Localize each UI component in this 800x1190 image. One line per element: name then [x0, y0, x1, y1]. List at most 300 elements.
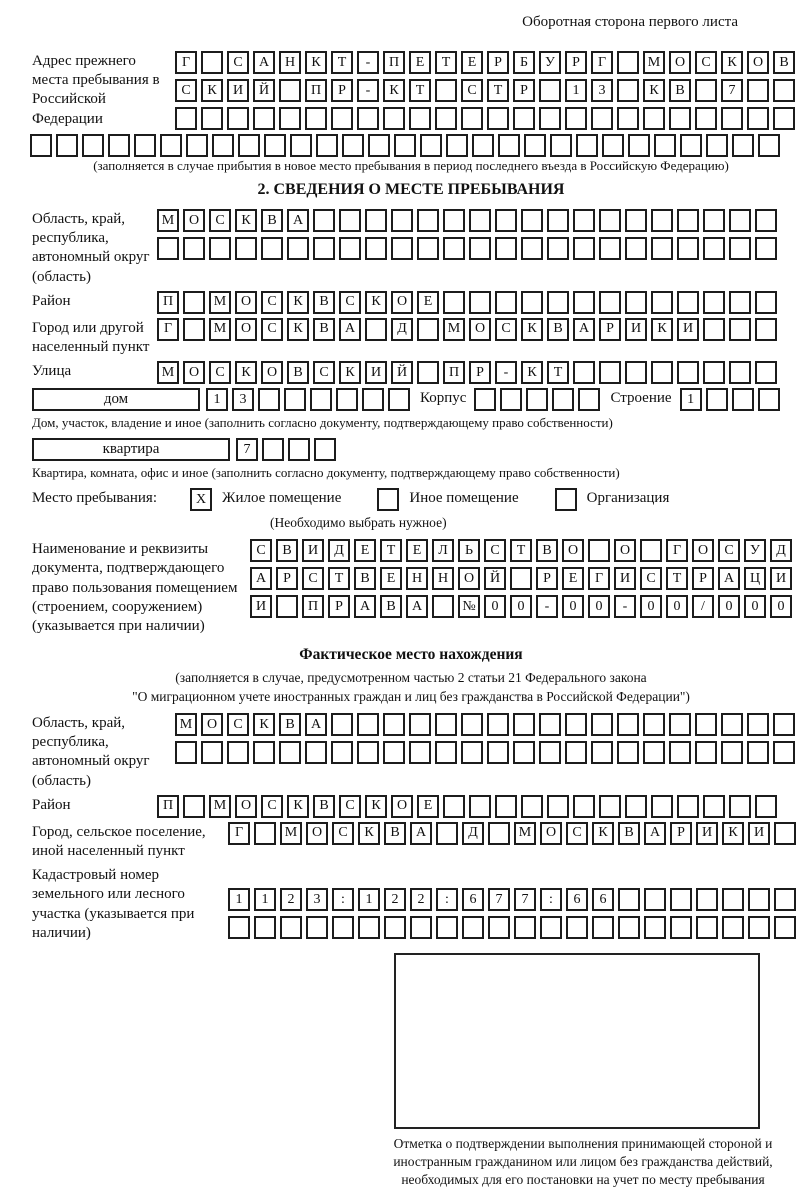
char-cell[interactable]: К: [287, 291, 309, 314]
char-cell[interactable]: [677, 291, 699, 314]
char-cell[interactable]: [186, 134, 208, 157]
char-cell[interactable]: С: [332, 822, 354, 845]
char-cell[interactable]: 2: [410, 888, 432, 911]
char-cell[interactable]: [696, 888, 718, 911]
char-cell[interactable]: А: [250, 567, 272, 590]
char-cell[interactable]: Е: [461, 51, 483, 74]
char-cell[interactable]: [258, 388, 280, 411]
char-cell[interactable]: М: [443, 318, 465, 341]
char-cell[interactable]: Р: [487, 51, 509, 74]
char-cell[interactable]: [651, 291, 673, 314]
char-cell[interactable]: [435, 79, 457, 102]
char-cell[interactable]: [703, 361, 725, 384]
char-cell[interactable]: В: [287, 361, 309, 384]
char-cell[interactable]: Е: [406, 539, 428, 562]
char-cell[interactable]: В: [773, 51, 795, 74]
char-cell[interactable]: [591, 107, 613, 130]
char-cell[interactable]: [331, 107, 353, 130]
char-cell[interactable]: [599, 209, 621, 232]
char-cell[interactable]: Д: [462, 822, 484, 845]
char-cell[interactable]: 0: [562, 595, 584, 618]
char-cell[interactable]: [625, 237, 647, 260]
char-cell[interactable]: [288, 438, 310, 461]
char-cell[interactable]: [573, 361, 595, 384]
char-cell[interactable]: [474, 388, 496, 411]
char-cell[interactable]: Р: [469, 361, 491, 384]
char-cell[interactable]: [310, 388, 332, 411]
char-cell[interactable]: К: [365, 795, 387, 818]
char-cell[interactable]: К: [339, 361, 361, 384]
char-cell[interactable]: П: [383, 51, 405, 74]
char-cell[interactable]: О: [458, 567, 480, 590]
char-cell[interactable]: [651, 795, 673, 818]
char-cell[interactable]: [279, 107, 301, 130]
char-cell[interactable]: [703, 318, 725, 341]
char-cell[interactable]: А: [406, 595, 428, 618]
checkbox-inoe[interactable]: [377, 488, 399, 511]
char-cell[interactable]: [706, 388, 728, 411]
char-cell[interactable]: Г: [666, 539, 688, 562]
char-cell[interactable]: М: [643, 51, 665, 74]
char-cell[interactable]: [540, 916, 562, 939]
char-cell[interactable]: К: [592, 822, 614, 845]
char-cell[interactable]: [417, 237, 439, 260]
char-cell[interactable]: [183, 291, 205, 314]
char-cell[interactable]: [695, 713, 717, 736]
char-cell[interactable]: И: [696, 822, 718, 845]
char-cell[interactable]: [417, 361, 439, 384]
char-cell[interactable]: [339, 209, 361, 232]
char-cell[interactable]: С: [227, 713, 249, 736]
char-cell[interactable]: [599, 291, 621, 314]
char-cell[interactable]: Л: [432, 539, 454, 562]
char-cell[interactable]: [748, 916, 770, 939]
char-cell[interactable]: [383, 107, 405, 130]
char-cell[interactable]: 1: [565, 79, 587, 102]
char-cell[interactable]: [576, 134, 598, 157]
char-cell[interactable]: К: [358, 822, 380, 845]
char-cell[interactable]: [134, 134, 156, 157]
char-cell[interactable]: [500, 388, 522, 411]
char-cell[interactable]: [706, 134, 728, 157]
char-cell[interactable]: Е: [409, 51, 431, 74]
char-cell[interactable]: [747, 741, 769, 764]
char-cell[interactable]: [774, 822, 796, 845]
char-cell[interactable]: [410, 916, 432, 939]
char-cell[interactable]: [773, 79, 795, 102]
char-cell[interactable]: [617, 79, 639, 102]
char-cell[interactable]: С: [209, 361, 231, 384]
char-cell[interactable]: М: [157, 209, 179, 232]
char-cell[interactable]: 6: [592, 888, 614, 911]
char-cell[interactable]: :: [540, 888, 562, 911]
char-cell[interactable]: И: [250, 595, 272, 618]
char-cell[interactable]: У: [539, 51, 561, 74]
char-cell[interactable]: 3: [591, 79, 613, 102]
char-cell[interactable]: М: [209, 318, 231, 341]
char-cell[interactable]: [550, 134, 572, 157]
char-cell[interactable]: В: [536, 539, 558, 562]
char-cell[interactable]: [755, 237, 777, 260]
char-cell[interactable]: М: [280, 822, 302, 845]
char-cell[interactable]: Д: [391, 318, 413, 341]
char-cell[interactable]: Р: [331, 79, 353, 102]
char-cell[interactable]: [443, 291, 465, 314]
char-cell[interactable]: [383, 741, 405, 764]
char-cell[interactable]: [513, 741, 535, 764]
char-cell[interactable]: С: [175, 79, 197, 102]
char-cell[interactable]: 7: [721, 79, 743, 102]
char-cell[interactable]: [432, 595, 454, 618]
char-cell[interactable]: [264, 134, 286, 157]
char-cell[interactable]: С: [461, 79, 483, 102]
char-cell[interactable]: [56, 134, 78, 157]
char-cell[interactable]: [677, 361, 699, 384]
char-cell[interactable]: [643, 713, 665, 736]
char-cell[interactable]: [253, 741, 275, 764]
dom-field-box[interactable]: дом: [32, 388, 200, 411]
char-cell[interactable]: В: [276, 539, 298, 562]
char-cell[interactable]: [565, 107, 587, 130]
char-cell[interactable]: К: [722, 822, 744, 845]
char-cell[interactable]: [313, 209, 335, 232]
char-cell[interactable]: О: [692, 539, 714, 562]
char-cell[interactable]: М: [514, 822, 536, 845]
char-cell[interactable]: К: [305, 51, 327, 74]
char-cell[interactable]: Е: [380, 567, 402, 590]
char-cell[interactable]: [443, 795, 465, 818]
char-cell[interactable]: Г: [591, 51, 613, 74]
char-cell[interactable]: [732, 134, 754, 157]
char-cell[interactable]: [729, 318, 751, 341]
char-cell[interactable]: К: [643, 79, 665, 102]
char-cell[interactable]: [238, 134, 260, 157]
char-cell[interactable]: [357, 713, 379, 736]
char-cell[interactable]: 0: [510, 595, 532, 618]
char-cell[interactable]: А: [644, 822, 666, 845]
char-cell[interactable]: О: [183, 361, 205, 384]
char-cell[interactable]: [758, 388, 780, 411]
char-cell[interactable]: [539, 79, 561, 102]
char-cell[interactable]: [573, 237, 595, 260]
char-cell[interactable]: [695, 741, 717, 764]
char-cell[interactable]: И: [677, 318, 699, 341]
char-cell[interactable]: [339, 237, 361, 260]
char-cell[interactable]: Н: [406, 567, 428, 590]
char-cell[interactable]: [721, 741, 743, 764]
char-cell[interactable]: [262, 438, 284, 461]
char-cell[interactable]: [729, 209, 751, 232]
char-cell[interactable]: О: [562, 539, 584, 562]
char-cell[interactable]: [290, 134, 312, 157]
char-cell[interactable]: [732, 388, 754, 411]
char-cell[interactable]: [314, 438, 336, 461]
char-cell[interactable]: [284, 388, 306, 411]
char-cell[interactable]: Р: [599, 318, 621, 341]
char-cell[interactable]: С: [495, 318, 517, 341]
char-cell[interactable]: [643, 741, 665, 764]
char-cell[interactable]: Г: [228, 822, 250, 845]
char-cell[interactable]: [209, 237, 231, 260]
char-cell[interactable]: Н: [279, 51, 301, 74]
char-cell[interactable]: 2: [280, 888, 302, 911]
char-cell[interactable]: [758, 134, 780, 157]
char-cell[interactable]: [510, 567, 532, 590]
char-cell[interactable]: [201, 741, 223, 764]
char-cell[interactable]: [435, 713, 457, 736]
char-cell[interactable]: [409, 107, 431, 130]
char-cell[interactable]: [703, 795, 725, 818]
char-cell[interactable]: Й: [391, 361, 413, 384]
char-cell[interactable]: В: [380, 595, 402, 618]
char-cell[interactable]: О: [391, 291, 413, 314]
char-cell[interactable]: Р: [328, 595, 350, 618]
char-cell[interactable]: [227, 741, 249, 764]
char-cell[interactable]: [721, 713, 743, 736]
char-cell[interactable]: О: [669, 51, 691, 74]
char-cell[interactable]: [417, 209, 439, 232]
char-cell[interactable]: Т: [380, 539, 402, 562]
char-cell[interactable]: [358, 916, 380, 939]
char-cell[interactable]: [773, 713, 795, 736]
char-cell[interactable]: [201, 51, 223, 74]
char-cell[interactable]: [513, 107, 535, 130]
char-cell[interactable]: [362, 388, 384, 411]
char-cell[interactable]: [644, 916, 666, 939]
char-cell[interactable]: [342, 134, 364, 157]
char-cell[interactable]: [696, 916, 718, 939]
char-cell[interactable]: [521, 795, 543, 818]
char-cell[interactable]: [394, 134, 416, 157]
char-cell[interactable]: Р: [692, 567, 714, 590]
char-cell[interactable]: [253, 107, 275, 130]
char-cell[interactable]: [625, 795, 647, 818]
char-cell[interactable]: Й: [253, 79, 275, 102]
char-cell[interactable]: С: [302, 567, 324, 590]
char-cell[interactable]: [617, 51, 639, 74]
char-cell[interactable]: А: [253, 51, 275, 74]
char-cell[interactable]: А: [305, 713, 327, 736]
char-cell[interactable]: С: [250, 539, 272, 562]
char-cell[interactable]: -: [357, 79, 379, 102]
char-cell[interactable]: К: [253, 713, 275, 736]
char-cell[interactable]: [436, 822, 458, 845]
char-cell[interactable]: [651, 237, 673, 260]
char-cell[interactable]: Е: [417, 795, 439, 818]
char-cell[interactable]: [279, 79, 301, 102]
char-cell[interactable]: К: [521, 318, 543, 341]
char-cell[interactable]: Ц: [744, 567, 766, 590]
char-cell[interactable]: [435, 107, 457, 130]
char-cell[interactable]: С: [313, 361, 335, 384]
char-cell[interactable]: [565, 713, 587, 736]
char-cell[interactable]: [108, 134, 130, 157]
char-cell[interactable]: М: [175, 713, 197, 736]
char-cell[interactable]: [461, 107, 483, 130]
char-cell[interactable]: [391, 209, 413, 232]
char-cell[interactable]: [729, 237, 751, 260]
char-cell[interactable]: К: [235, 361, 257, 384]
char-cell[interactable]: А: [339, 318, 361, 341]
char-cell[interactable]: [721, 107, 743, 130]
char-cell[interactable]: [644, 888, 666, 911]
char-cell[interactable]: С: [209, 209, 231, 232]
char-cell[interactable]: [524, 134, 546, 157]
char-cell[interactable]: И: [748, 822, 770, 845]
char-cell[interactable]: Г: [157, 318, 179, 341]
char-cell[interactable]: [573, 795, 595, 818]
char-cell[interactable]: [365, 209, 387, 232]
char-cell[interactable]: [435, 741, 457, 764]
char-cell[interactable]: С: [566, 822, 588, 845]
char-cell[interactable]: [469, 209, 491, 232]
char-cell[interactable]: [514, 916, 536, 939]
char-cell[interactable]: [573, 209, 595, 232]
char-cell[interactable]: -: [536, 595, 558, 618]
char-cell[interactable]: [625, 209, 647, 232]
char-cell[interactable]: [755, 318, 777, 341]
char-cell[interactable]: [417, 318, 439, 341]
char-cell[interactable]: [599, 237, 621, 260]
char-cell[interactable]: [365, 237, 387, 260]
char-cell[interactable]: [625, 291, 647, 314]
char-cell[interactable]: [547, 795, 569, 818]
char-cell[interactable]: :: [436, 888, 458, 911]
char-cell[interactable]: 1: [206, 388, 228, 411]
char-cell[interactable]: О: [306, 822, 328, 845]
char-cell[interactable]: [539, 713, 561, 736]
char-cell[interactable]: Е: [354, 539, 376, 562]
char-cell[interactable]: [420, 134, 442, 157]
char-cell[interactable]: [618, 888, 640, 911]
char-cell[interactable]: [175, 107, 197, 130]
char-cell[interactable]: [592, 916, 614, 939]
char-cell[interactable]: О: [201, 713, 223, 736]
char-cell[interactable]: А: [354, 595, 376, 618]
char-cell[interactable]: [547, 291, 569, 314]
char-cell[interactable]: [617, 713, 639, 736]
char-cell[interactable]: О: [391, 795, 413, 818]
char-cell[interactable]: [643, 107, 665, 130]
char-cell[interactable]: В: [313, 291, 335, 314]
char-cell[interactable]: 1: [680, 388, 702, 411]
char-cell[interactable]: [160, 134, 182, 157]
char-cell[interactable]: -: [614, 595, 636, 618]
char-cell[interactable]: [276, 595, 298, 618]
checkbox-zhiloe[interactable]: X: [190, 488, 212, 511]
char-cell[interactable]: 0: [770, 595, 792, 618]
char-cell[interactable]: [591, 741, 613, 764]
char-cell[interactable]: Н: [432, 567, 454, 590]
char-cell[interactable]: М: [209, 291, 231, 314]
char-cell[interactable]: [331, 741, 353, 764]
char-cell[interactable]: [82, 134, 104, 157]
char-cell[interactable]: [651, 361, 673, 384]
char-cell[interactable]: [305, 107, 327, 130]
char-cell[interactable]: [487, 107, 509, 130]
char-cell[interactable]: /: [692, 595, 714, 618]
char-cell[interactable]: 7: [514, 888, 536, 911]
char-cell[interactable]: 0: [588, 595, 610, 618]
char-cell[interactable]: Р: [670, 822, 692, 845]
char-cell[interactable]: [446, 134, 468, 157]
char-cell[interactable]: [729, 361, 751, 384]
char-cell[interactable]: -: [357, 51, 379, 74]
char-cell[interactable]: 1: [228, 888, 250, 911]
char-cell[interactable]: [539, 107, 561, 130]
char-cell[interactable]: 6: [462, 888, 484, 911]
char-cell[interactable]: [625, 361, 647, 384]
char-cell[interactable]: [695, 79, 717, 102]
char-cell[interactable]: 0: [640, 595, 662, 618]
char-cell[interactable]: [566, 916, 588, 939]
char-cell[interactable]: [677, 795, 699, 818]
char-cell[interactable]: [722, 888, 744, 911]
char-cell[interactable]: [599, 361, 621, 384]
char-cell[interactable]: -: [495, 361, 517, 384]
char-cell[interactable]: К: [287, 795, 309, 818]
char-cell[interactable]: [588, 539, 610, 562]
char-cell[interactable]: 3: [306, 888, 328, 911]
char-cell[interactable]: В: [313, 318, 335, 341]
char-cell[interactable]: С: [261, 291, 283, 314]
char-cell[interactable]: №: [458, 595, 480, 618]
char-cell[interactable]: [287, 237, 309, 260]
char-cell[interactable]: О: [469, 318, 491, 341]
char-cell[interactable]: Г: [588, 567, 610, 590]
char-cell[interactable]: [640, 539, 662, 562]
char-cell[interactable]: [183, 318, 205, 341]
char-cell[interactable]: [30, 134, 52, 157]
char-cell[interactable]: [469, 795, 491, 818]
char-cell[interactable]: [336, 388, 358, 411]
char-cell[interactable]: М: [157, 361, 179, 384]
char-cell[interactable]: А: [410, 822, 432, 845]
char-cell[interactable]: [591, 713, 613, 736]
char-cell[interactable]: Д: [328, 539, 350, 562]
char-cell[interactable]: Е: [417, 291, 439, 314]
char-cell[interactable]: [774, 916, 796, 939]
char-cell[interactable]: В: [261, 209, 283, 232]
char-cell[interactable]: А: [718, 567, 740, 590]
char-cell[interactable]: К: [383, 79, 405, 102]
char-cell[interactable]: [305, 741, 327, 764]
char-cell[interactable]: Т: [666, 567, 688, 590]
char-cell[interactable]: [365, 318, 387, 341]
char-cell[interactable]: С: [484, 539, 506, 562]
char-cell[interactable]: С: [695, 51, 717, 74]
char-cell[interactable]: [539, 741, 561, 764]
checkbox-organizaciya[interactable]: [555, 488, 577, 511]
char-cell[interactable]: [228, 916, 250, 939]
char-cell[interactable]: [703, 291, 725, 314]
char-cell[interactable]: Е: [562, 567, 584, 590]
char-cell[interactable]: И: [365, 361, 387, 384]
char-cell[interactable]: [409, 741, 431, 764]
char-cell[interactable]: [488, 822, 510, 845]
char-cell[interactable]: [332, 916, 354, 939]
char-cell[interactable]: С: [261, 318, 283, 341]
char-cell[interactable]: [617, 741, 639, 764]
char-cell[interactable]: [498, 134, 520, 157]
char-cell[interactable]: [235, 237, 257, 260]
char-cell[interactable]: Д: [770, 539, 792, 562]
char-cell[interactable]: И: [614, 567, 636, 590]
char-cell[interactable]: [677, 237, 699, 260]
char-cell[interactable]: [747, 79, 769, 102]
char-cell[interactable]: 7: [236, 438, 258, 461]
char-cell[interactable]: [618, 916, 640, 939]
